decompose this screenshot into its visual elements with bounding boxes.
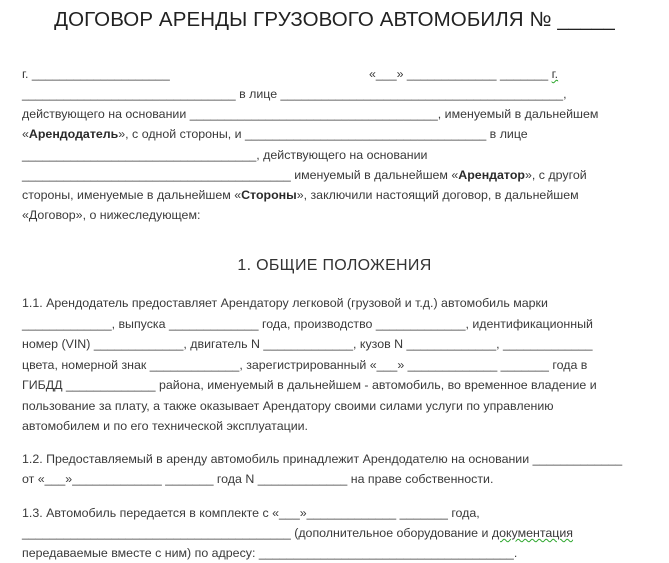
preamble-line-7-rest: », заключили настоящий договор, в дальнейшем [296, 188, 579, 202]
quote-open: « [22, 127, 29, 141]
section-title: 1. ОБЩИЕ ПОЛОЖЕНИЯ [237, 257, 432, 274]
clause-1-1-line-7: автомобилем и по его технической эксплуатации. [22, 419, 308, 433]
clause-1-1-line-4: цвета, номерной знак _____________, зарегистрированный «___» _____________ _______ года в [22, 358, 588, 372]
preamble-line-6-start: _______________________________________ именуемый в дальнейшем « [22, 168, 459, 182]
preamble-line-7 [22, 188, 579, 203]
clause-1-1-line-2: _____________, выпуска _____________ года, производство _____________, идентификационный [22, 317, 593, 331]
date-line [369, 67, 558, 82]
parties-term: Стороны [241, 188, 297, 202]
clause-1-1-line-6: пользование за плату, а также оказывает Арендатору своими силами услуги по управлению [22, 399, 554, 413]
clause-1-1-line-3: номер (VIN) _____________, двигатель N _____________, кузов N _____________, _____________ [22, 337, 593, 351]
date-quote-left: « [369, 67, 376, 81]
clause-1-1-line-5: ГИБДД _____________ района, именуемый в дальнейшем - автомобиль, во временное владение и [22, 378, 597, 392]
preamble-line-5: __________________________________, действующего на основании [22, 148, 428, 162]
preamble-line-6-rest: », с другой [524, 168, 587, 182]
date-year-suffix: г. [551, 67, 559, 81]
preamble-line-7-start: стороны, именуемые в дальнейшем « [22, 188, 242, 202]
document-title: ДОГОВОР АРЕНДЫ ГРУЗОВОГО АВТОМОБИЛЯ № _____ [54, 8, 615, 31]
spellcheck-word: документация [491, 526, 574, 540]
lessee-term: Арендатор [458, 168, 525, 182]
preamble-line-4-rest: », с одной стороны, и ___________________________________ в лице [118, 127, 528, 141]
city-line: г. ____________________ [22, 67, 170, 81]
preamble-line-8: «Договор», о нижеследующем: [22, 208, 201, 222]
preamble-line-6 [22, 168, 587, 183]
clause-1-1-line-1: 1.1. Арендодатель предоставляет Арендатору легковой (грузовой и т.д.) автомобиль марки [22, 296, 548, 310]
clause-1-2-line-1: 1.2. Предоставляемый в аренду автомобиль принадлежит Арендодателю на основании _____________ [22, 452, 623, 466]
clause-1-3-line-3: передаваемые вместе с ним) по адресу: _____________________________________. [22, 546, 518, 560]
preamble-line-3: действующего на основании ____________________________________, именуемый в дальнейшем [22, 107, 599, 121]
clause-1-2-line-2: от «___»_____________ _______ года N _____________ на праве собственности. [22, 472, 494, 486]
date-day-blank: ___ [375, 67, 397, 81]
clause-1-3-line-1: 1.3. Автомобиль передается в комплекте с «___»_____________ _______ года, [22, 506, 480, 520]
lessor-term: Арендодатель [28, 127, 119, 141]
date-quote-right: » _____________ _______ [396, 67, 549, 81]
clause-1-3-line-2 [22, 526, 573, 541]
preamble-line-4 [22, 127, 528, 142]
preamble-line-2: _______________________________ в лице _________________________________________, [22, 87, 567, 101]
clause-1-3-line-2-start: _______________________________________ (дополнительное оборудование и [22, 526, 492, 540]
